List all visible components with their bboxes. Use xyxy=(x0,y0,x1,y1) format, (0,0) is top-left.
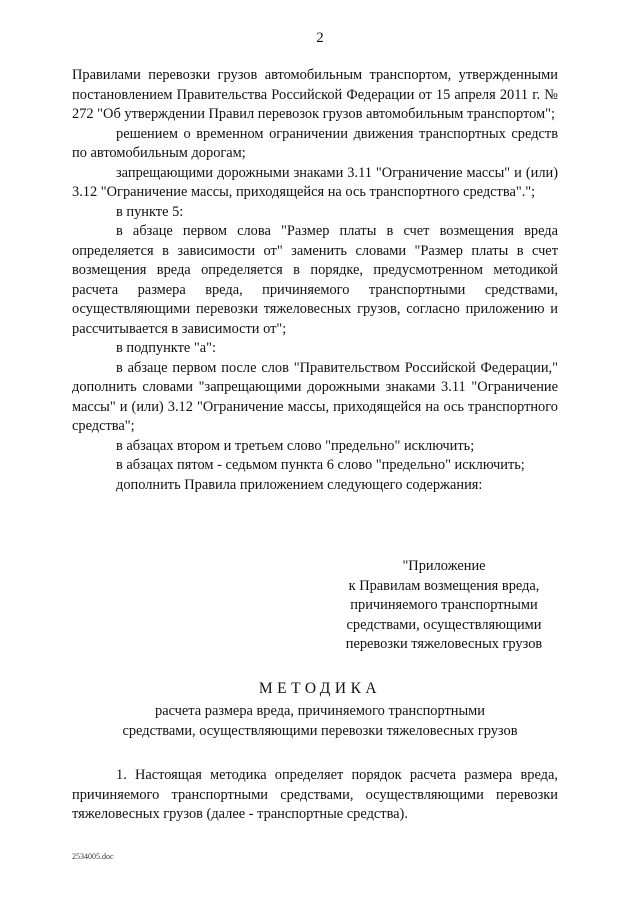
paragraph-subpoint-a: в подпункте "а": xyxy=(116,340,217,356)
appendix-note-line: к Правилам возмещения вреда, xyxy=(348,577,540,594)
appendix-note-line: средствами, осуществляющими xyxy=(346,616,542,633)
methodology-title: МЕТОДИКА xyxy=(258,680,382,697)
paragraph-add-appendix: дополнить Правила приложением следующего содержания: xyxy=(116,476,483,493)
paragraph-decision: решением о временном ограничении движения транспортных средств по автомобильным дорогам; xyxy=(72,125,558,161)
paragraph-second-third: в абзацах втором и третьем слово "предельно" исключить; xyxy=(116,437,475,454)
appendix-note xyxy=(330,557,558,655)
paragraph-point-5: в пункте 5: xyxy=(116,203,184,220)
paragraph-first-abzac: в абзаце первом слова "Размер платы в счет возмещения вреда определяется в зависимости от" заменить словами "Размер платы в счет возмещения вреда определяется в порядке, предусмотренном методикой расчета размера вреда, причиняемого транспортными средствами, осуществляющими перевозки тяжеловесных грузов, согласно приложению и рассчитывается в зависимости от"; xyxy=(72,223,558,337)
document-body xyxy=(72,66,558,495)
methodology-paragraph-1: 1. Настоящая методика определяет порядок расчета размера вреда, причиняемого транспортными средствами, осуществляющими перевозки тяжеловесных грузов (далее - транспортные средства). xyxy=(72,767,558,822)
footer-filename: 2534005.doc xyxy=(72,852,114,861)
methodology-subtitle xyxy=(0,702,640,741)
methodology-section xyxy=(72,766,558,825)
paragraph-fifth-seventh: в абзацах пятом - седьмом пункта 6 слово "предельно" исключить; xyxy=(116,457,525,473)
page-number: 2 xyxy=(316,30,324,46)
appendix-note-line: перевозки тяжеловесных грузов xyxy=(345,636,543,652)
appendix-note-line: "Приложение xyxy=(402,558,486,574)
paragraph-after-words: в абзаце первом после слов "Правительством Российской Федерации," дополнить словами "запрещающими дорожными знаками 3.11 "Ограничение массы" и (или) 3.12 "Ограничение массы, приходящейся на ось транспортного средства"; xyxy=(72,359,558,434)
paragraph-signs: запрещающими дорожными знаками 3.11 "Ограничение массы" и (или) 3.12 "Ограничение массы, приходящейся на ось транспортного средства"."; xyxy=(72,164,558,200)
paragraph-rules-reference: Правилами перевозки грузов автомобильным транспортом, утвержденными постановлением Правительства Российской Федерации от 15 апреля 2011 г. № 272 "Об утверждении Правил перевозок грузов автомобильным транспортом"; xyxy=(72,67,558,122)
continuation-paragraph xyxy=(72,66,558,125)
methodology-subtitle-line: средствами, осуществляющими перевозки тяжеловесных грузов xyxy=(122,722,518,739)
methodology-subtitle-line: расчета размера вреда, причиняемого транспортными xyxy=(155,703,485,719)
appendix-note-line: причиняемого транспортными xyxy=(350,597,538,613)
